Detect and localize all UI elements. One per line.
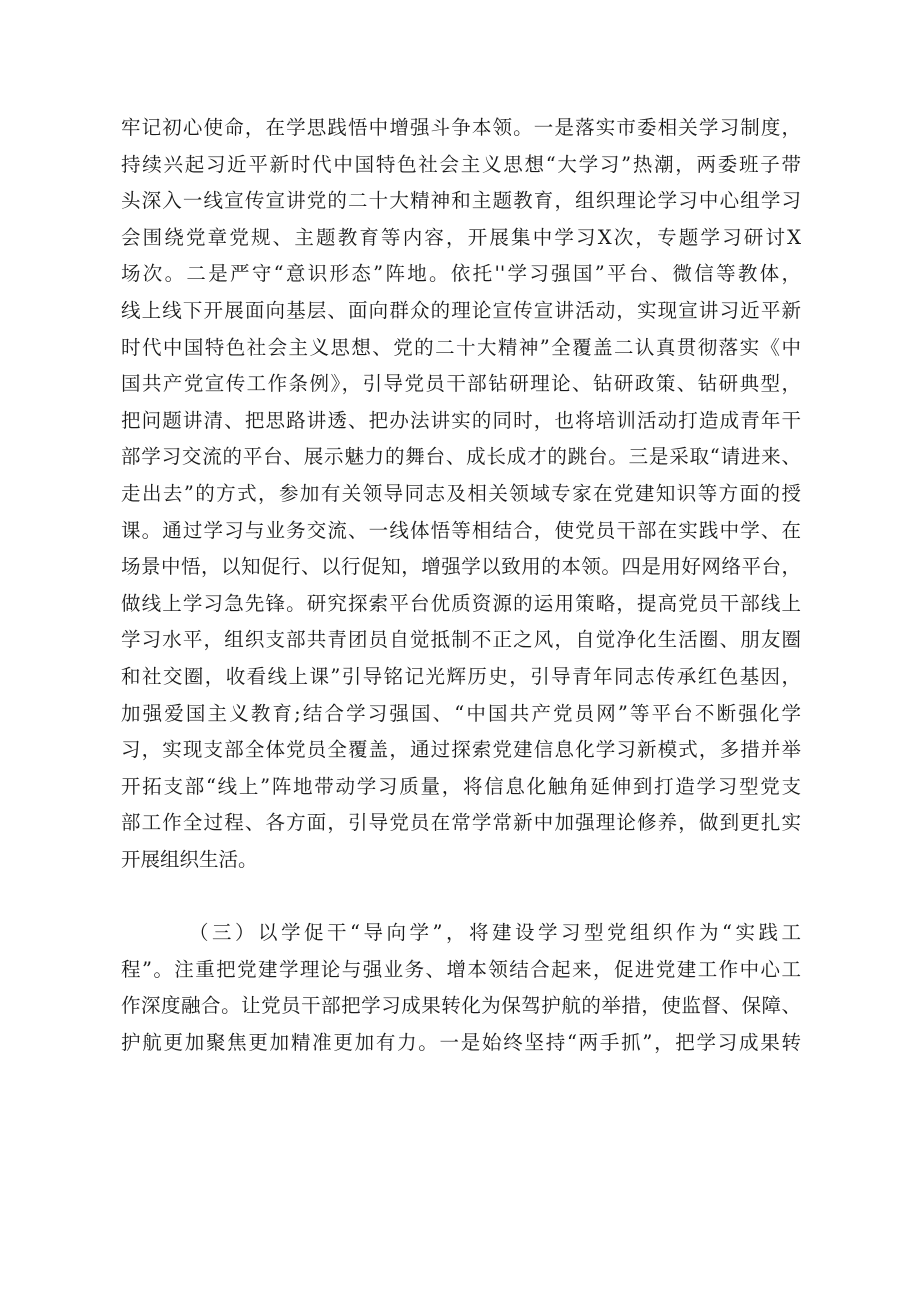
paragraph-1-line-4: 会围绕党章党规、主题教育等内容，开展集中学习X次，专题学习研讨X — [121, 225, 801, 249]
paragraph-1-line-3: 头深入一线宣传宣讲党的二十大精神和主题教育，组织理论学习中心组学习 — [121, 189, 801, 213]
paragraph-2-line-4: 护航更加聚焦更加精准更加有力。一是始终坚持“两手抓”，把学习成果转 — [121, 1030, 801, 1054]
paragraph-1-line-2: 持续兴起习近平新时代中国特色社会主义思想“大学习”热潮，两委班子带 — [121, 152, 801, 176]
paragraph-2-line-2: 程”。注重把党建学理论与强业务、增本领结合起来，促进党建工作中心工 — [121, 957, 801, 981]
paragraph-1-line-18: 习，实现支部全体党员全覆盖，通过探索党建信息化学习新模式，多措并举 — [121, 738, 801, 762]
paragraph-1-line-7: 时代中国特色社会主义思想、党的二十大精神”全覆盖二认真贯彻落实《中 — [121, 335, 801, 359]
paragraph-1-line-8: 国共产党宣传工作条例》，引导党员干部钻研理论、钻研政策、钻研典型， — [121, 372, 801, 396]
paragraph-1-line-15: 学习水平，组织支部共青团员自觉抵制不正之风，自觉净化生活圈、朋友圈 — [121, 628, 801, 652]
paragraph-spacer — [121, 878, 801, 915]
paragraph-1 — [121, 110, 801, 878]
paragraph-1-line-16: 和社交圈，收看线上课”引导铭记光辉历史，引导青年同志传承红色基因， — [121, 664, 801, 688]
paragraph-1-line-1: 牢记初心使命，在学思践悟中增强斗争本领。一是落实市委相关学习制度， — [121, 116, 801, 139]
paragraph-1-line-10: 部学习交流的平台、展示魅力的舞台、成长成才的跳台。三是采取“请进来、 — [121, 445, 801, 469]
paragraph-1-line-14: 做线上学习急先锋。研究探索平台优质资源的运用策略，提高党员干部线上 — [121, 591, 801, 615]
paragraph-1-line-19: 开拓支部“线上”阵地带动学习质量，将信息化触角延伸到打造学习型党支 — [121, 774, 801, 798]
paragraph-1-line-17: 加强爱国主义教育;结合学习强国、“中国共产党员网”等平台不断强化学 — [121, 701, 801, 725]
paragraph-1-line-5: 场次。二是严守“意识形态”阵地。依托''学习强国”平台、微信等教体， — [121, 262, 801, 286]
paragraph-1-line-12: 课。通过学习与业务交流、一线体悟等相结合，使党员干部在实践中学、在 — [121, 518, 801, 542]
paragraph-1-line-6: 线上线下开展面向基层、面向群众的理论宣传宣讲活动，实现宣讲习近平新 — [121, 298, 801, 322]
paragraph-2 — [121, 915, 801, 1061]
document-body — [121, 110, 801, 1061]
paragraph-1-line-9: 把问题讲清、把思路讲透、把办法讲实的同时，也将培训活动打造成青年干 — [121, 408, 801, 432]
paragraph-2-line-1: （三）以学促干“导向学”，将建设学习型党组织作为“实践工 — [189, 921, 801, 945]
paragraph-1-line-20: 部工作全过程、各方面，引导党员在常学常新中加强理论修养，做到更扎实 — [121, 811, 801, 835]
paragraph-1-line-21: 开展组织生活。 — [121, 847, 258, 871]
paragraph-1-line-11: 走出去”的方式，参加有关领导同志及相关领域专家在党建知识等方面的授 — [121, 481, 801, 505]
paragraph-2-line-3: 作深度融合。让党员干部把学习成果转化为保驾护航的举措，使监督、保障、 — [121, 994, 801, 1018]
paragraph-1-line-13: 场景中悟，以知促行、以行促知，增强学以致用的本领。四是用好网络平台， — [121, 555, 801, 579]
